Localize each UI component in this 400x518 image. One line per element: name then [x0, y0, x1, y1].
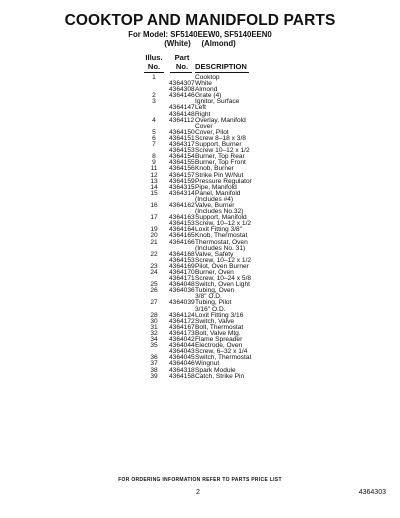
part-description: Loxit Fitting 3/16: [195, 311, 244, 319]
part-description: 3/8" O.D.: [195, 293, 222, 301]
part-number: 4364165: [169, 232, 195, 240]
model-info: [0, 31, 400, 48]
part-number: 4364156: [169, 165, 195, 173]
part-number: 4364164: [169, 226, 195, 234]
description-header: DESCRIPTION: [195, 61, 247, 71]
part-description: Pilot, Oven Burner: [195, 262, 249, 270]
part-description: Thermostat, Oven: [195, 238, 248, 246]
illus-number: 21: [150, 238, 158, 246]
illus-header-bottom: No.: [147, 61, 161, 71]
part-number: 4364157: [169, 171, 195, 179]
part-description: Cooktop: [195, 74, 220, 81]
part-description: Switch, Valve: [195, 317, 235, 325]
part-number: 4364048: [169, 281, 195, 289]
part-description: Catch, Strike Pin: [195, 372, 245, 380]
part-description: White: [195, 80, 212, 88]
part-description: Switch, Oven Light: [195, 281, 250, 289]
part-number: 4364150: [169, 128, 195, 136]
illus-number: 26: [150, 287, 158, 295]
part-number: 4364153: [169, 256, 195, 264]
part-description: Screw, 10–24 x 5/8: [195, 275, 252, 283]
part-number: 4364168: [169, 250, 195, 258]
part-number: 4364148: [169, 110, 195, 118]
part-number: 4364153: [169, 147, 195, 155]
part-description: Screw, 10–12 x 1/2: [195, 220, 252, 228]
part-description: Burner, Top Rear: [195, 153, 245, 161]
part-number: 4364112: [169, 116, 195, 124]
part-no-header: [169, 54, 195, 71]
part-description: Bolt, Thermostat: [195, 323, 244, 331]
part-number: 4364314: [169, 189, 195, 197]
illus-number: 8: [152, 153, 156, 161]
part-description: Spark Module: [195, 366, 236, 374]
part-description: Strike Pin W/Nut: [195, 171, 244, 179]
illus-number: 27: [150, 299, 158, 307]
illus-number: 1: [152, 74, 156, 81]
part-number: 4364170: [169, 269, 195, 276]
part-description: Switch, Thermostat: [195, 354, 252, 362]
part-description: Right: [195, 110, 211, 118]
illus-number: 3: [152, 98, 156, 106]
part-number: 4364317: [169, 141, 195, 149]
part-number: 4364042: [169, 336, 195, 344]
illus-number: 12: [150, 171, 158, 179]
part-description: Burner, Top Front: [195, 159, 246, 167]
model-colors: (White) (Almond): [164, 38, 236, 48]
illus-number: 22: [150, 250, 158, 258]
illus-number: 11: [150, 165, 158, 173]
part-description: Overlay, Manifold: [195, 116, 246, 124]
part-description: Loxit Fitting 3/8": [195, 226, 243, 234]
illus-number: 14: [150, 183, 158, 191]
illus-number: 37: [150, 360, 158, 368]
description-header-rule: [195, 72, 249, 73]
part-number: 4364124: [169, 311, 195, 319]
part-description: Knob, Burner: [195, 165, 234, 173]
illus-number: 34: [150, 336, 158, 344]
page-number: 2: [196, 489, 200, 496]
part-description: Left: [195, 104, 206, 112]
part-number: 4364173: [169, 329, 195, 337]
part-description: Wingnut: [195, 360, 220, 368]
part-number: 4364036: [169, 287, 195, 295]
part-number: 4364167: [169, 323, 195, 331]
part-number: 4364163: [169, 214, 195, 222]
illus-number: 9: [152, 159, 156, 167]
illus-number: 35: [150, 342, 158, 350]
part-number: 4364044: [169, 342, 195, 350]
part-description: Support, Burner: [195, 141, 242, 149]
part-description: Valve, Safety: [195, 250, 234, 258]
part-number: 4364169: [169, 262, 195, 270]
illus-number: 5: [152, 128, 156, 136]
illus-header-top: Illus.: [145, 53, 163, 62]
part-description: Screw 10–12 x 1/2: [195, 147, 250, 155]
part-description: Support, Manifold: [195, 214, 247, 222]
part-description: Almond: [195, 86, 218, 94]
part-description: Screw, 6–32 x 1/4: [195, 348, 248, 356]
part-description: (Includes #4): [195, 195, 234, 203]
part-number: 4364307: [169, 80, 195, 88]
part-number: 4364318: [169, 366, 195, 374]
part-number: 4364153: [169, 220, 195, 228]
part-number: 4364155: [169, 159, 195, 167]
illus-number: 19: [150, 226, 158, 234]
illus-number: 31: [150, 323, 158, 331]
illus-number: 28: [150, 311, 158, 319]
illus-number: 38: [150, 366, 158, 374]
part-number: 4364159: [169, 177, 195, 185]
part-number: 4364158: [169, 372, 195, 380]
illus-number: 15: [150, 189, 158, 197]
part-number: 4364172: [169, 317, 195, 325]
illus-number: 39: [150, 372, 158, 380]
part-description: Bolt, Valve Mtg.: [195, 329, 241, 337]
parts-row: [0, 374, 400, 380]
part-number: 4364146: [169, 92, 195, 100]
part-description: Panel, Manifold: [195, 189, 241, 197]
part-description: (Includes No. 31): [195, 244, 246, 252]
part-description: Screw, 10–12 x 1/2: [195, 256, 252, 264]
model-numbers: For Model: SF5140EEW0, SF5140EEN0: [128, 30, 272, 39]
part-description: Valve, Burner: [195, 201, 235, 209]
part-number: 4364151: [169, 134, 195, 142]
part-header-top: Part: [174, 53, 190, 62]
illus-no-header: [141, 54, 167, 71]
part-description: Knob, Thermostat: [195, 232, 248, 240]
illus-number: 30: [150, 317, 158, 325]
page-title: COOKTOP AND MANIDFOLD PARTS: [64, 12, 336, 29]
part-description: Pressure Regulator: [195, 177, 252, 185]
illus-number: 7: [152, 141, 156, 149]
document-number: 4364303: [358, 489, 386, 496]
part-number: 4364039: [169, 299, 195, 307]
part-number: 4364308: [169, 86, 195, 94]
illus-number: 13: [150, 177, 158, 185]
part-number: 4364171: [169, 275, 195, 283]
ordering-footer: FOR ORDERING INFORMATION REFER TO PARTS PRICE LIST: [118, 477, 282, 483]
illus-header-rule: [144, 72, 164, 73]
part-header-rule: [170, 72, 192, 73]
illus-number: 36: [150, 354, 158, 362]
part-description: Electrode, Oven: [195, 342, 243, 350]
part-description: Pipe, Manifold: [195, 183, 237, 191]
illus-number: 6: [152, 134, 156, 142]
illus-number: 24: [150, 269, 158, 276]
part-description: Flame Spreader: [195, 336, 243, 344]
illus-number: 17: [150, 214, 158, 222]
illus-number: 4: [152, 116, 156, 124]
part-number: 4364154: [169, 153, 195, 161]
part-number: 4364045: [169, 354, 195, 362]
part-number: 4364046: [169, 360, 195, 368]
illus-number: 16: [150, 201, 158, 209]
part-description: Cover, Pilot: [195, 128, 229, 136]
part-header-bottom: No.: [175, 61, 189, 71]
illus-number: 25: [150, 281, 158, 289]
parts-list: [0, 75, 400, 380]
part-description: 3/16" O.D.: [195, 305, 226, 313]
part-number: 4364162: [169, 201, 195, 209]
part-description: Tubing, Oven: [195, 287, 235, 295]
illus-number: 20: [150, 232, 158, 240]
part-description: Screw 8–18 x 3/8: [195, 134, 246, 142]
part-number: 4364043: [169, 348, 195, 356]
part-description: Ignitor, Surface: [195, 98, 240, 106]
part-description: Tubing, Pilot: [195, 299, 232, 307]
part-number: 4364147: [169, 104, 195, 112]
illus-number: 32: [150, 329, 158, 337]
part-description: Cover: [195, 122, 213, 130]
part-description: Burner, Oven: [195, 269, 234, 276]
illus-number: 23: [150, 262, 158, 270]
part-number: 4364315: [169, 183, 195, 191]
illus-number: 2: [152, 92, 156, 100]
part-description: (Includes No.32): [195, 208, 244, 216]
part-description: Grate (4): [195, 92, 222, 100]
part-number: 4364166: [169, 238, 195, 246]
